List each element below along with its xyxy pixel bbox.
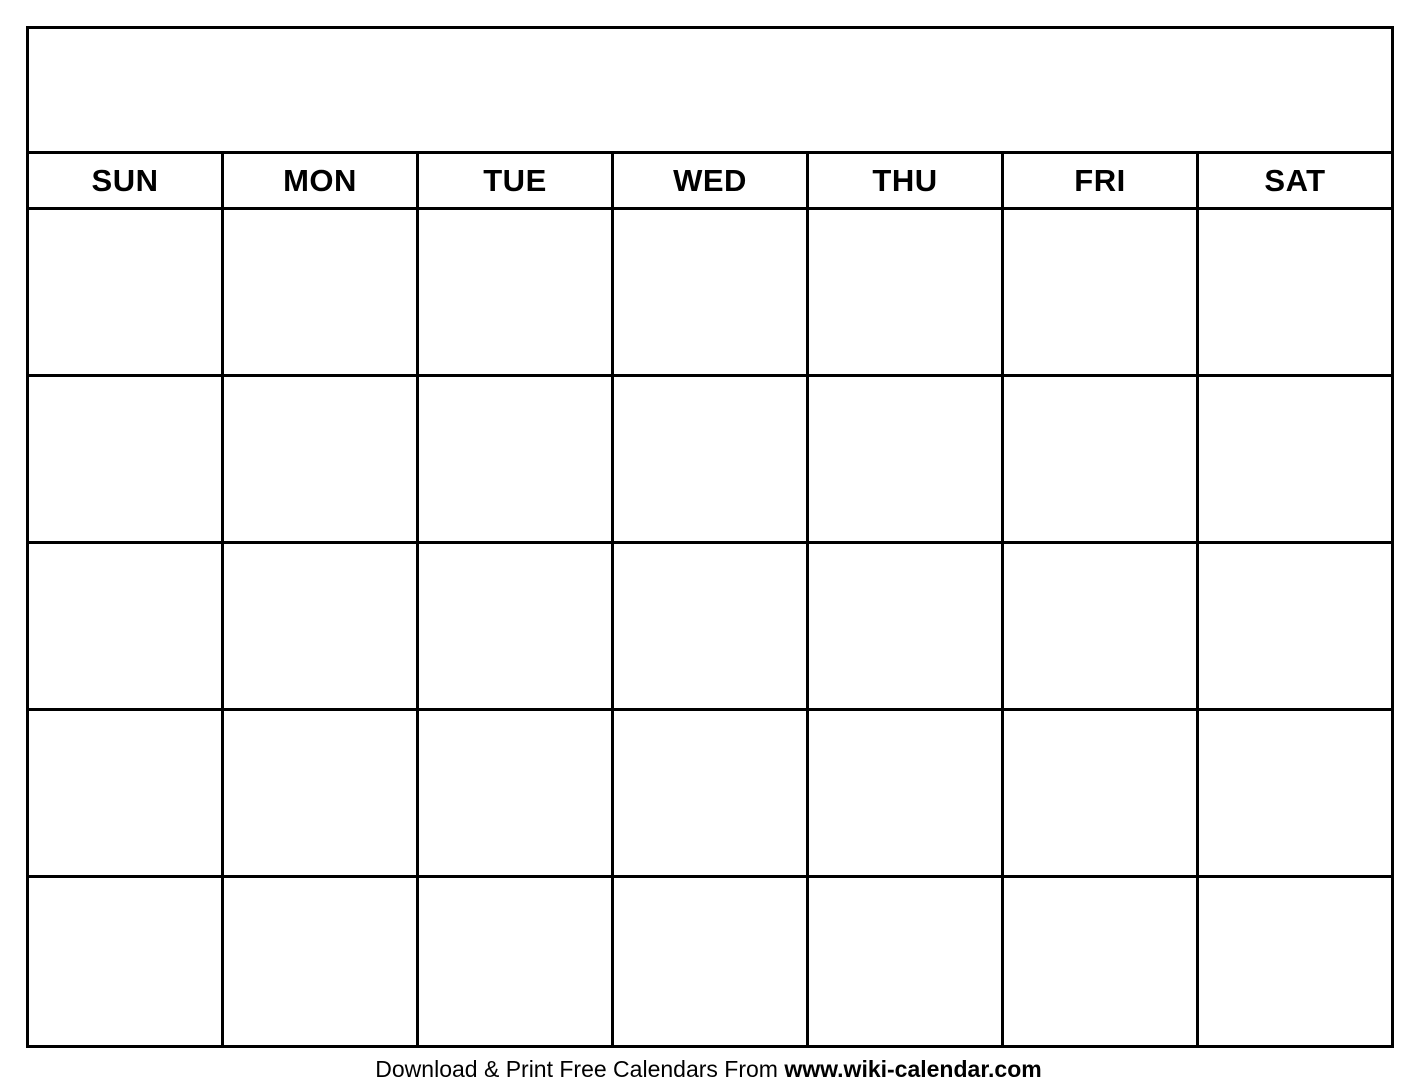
day-cell[interactable] bbox=[419, 878, 614, 1045]
day-cell[interactable] bbox=[614, 210, 809, 374]
day-cell[interactable] bbox=[1199, 544, 1391, 708]
day-cell[interactable] bbox=[614, 711, 809, 875]
day-cell[interactable] bbox=[1004, 711, 1199, 875]
day-cell[interactable] bbox=[29, 878, 224, 1045]
weekday-header-mon: MON bbox=[224, 154, 419, 207]
day-cell[interactable] bbox=[224, 210, 419, 374]
blank-monthly-calendar bbox=[26, 26, 1394, 1048]
day-cell[interactable] bbox=[224, 377, 419, 541]
day-cell[interactable] bbox=[224, 878, 419, 1045]
footer-text: Download & Print Free Calendars From bbox=[375, 1056, 785, 1082]
day-cell[interactable] bbox=[809, 878, 1004, 1045]
day-cell[interactable] bbox=[224, 711, 419, 875]
weekday-header-row bbox=[29, 154, 1391, 210]
day-cell[interactable] bbox=[29, 711, 224, 875]
day-cell[interactable] bbox=[1199, 711, 1391, 875]
weekday-header-thu: THU bbox=[809, 154, 1004, 207]
day-cell[interactable] bbox=[1004, 878, 1199, 1045]
day-cell[interactable] bbox=[1004, 377, 1199, 541]
day-cell[interactable] bbox=[419, 210, 614, 374]
day-cell[interactable] bbox=[29, 377, 224, 541]
day-cell[interactable] bbox=[809, 544, 1004, 708]
day-cell[interactable] bbox=[419, 711, 614, 875]
weekday-header-sat: SAT bbox=[1264, 162, 1326, 198]
day-cell[interactable] bbox=[224, 544, 419, 708]
day-cell[interactable] bbox=[29, 544, 224, 708]
day-cell[interactable] bbox=[614, 544, 809, 708]
day-cell[interactable] bbox=[29, 210, 224, 374]
week-row bbox=[29, 878, 1391, 1045]
week-row bbox=[29, 711, 1391, 878]
footer-attribution bbox=[0, 1056, 1417, 1083]
day-cell[interactable] bbox=[1199, 377, 1391, 541]
weekday-header-wed: WED bbox=[614, 154, 809, 207]
month-title-row bbox=[29, 29, 1391, 154]
day-cell[interactable] bbox=[809, 210, 1004, 374]
day-cell[interactable] bbox=[1199, 210, 1391, 374]
day-cell[interactable] bbox=[419, 377, 614, 541]
weekday-header-tue: TUE bbox=[419, 154, 614, 207]
day-cell[interactable] bbox=[1004, 210, 1199, 374]
footer-site-link[interactable]: www.wiki-calendar.com bbox=[784, 1056, 1042, 1082]
day-cell[interactable] bbox=[419, 544, 614, 708]
day-cell[interactable] bbox=[1199, 878, 1391, 1045]
day-cell[interactable] bbox=[614, 878, 809, 1045]
day-cell[interactable] bbox=[809, 377, 1004, 541]
weekday-header-sun: SUN bbox=[29, 154, 224, 207]
day-cell[interactable] bbox=[614, 377, 809, 541]
weekday-header-fri: FRI bbox=[1004, 154, 1199, 207]
week-row bbox=[29, 377, 1391, 544]
day-cell[interactable] bbox=[1004, 544, 1199, 708]
week-row bbox=[29, 544, 1391, 711]
week-row bbox=[29, 210, 1391, 377]
day-cell[interactable] bbox=[809, 711, 1004, 875]
